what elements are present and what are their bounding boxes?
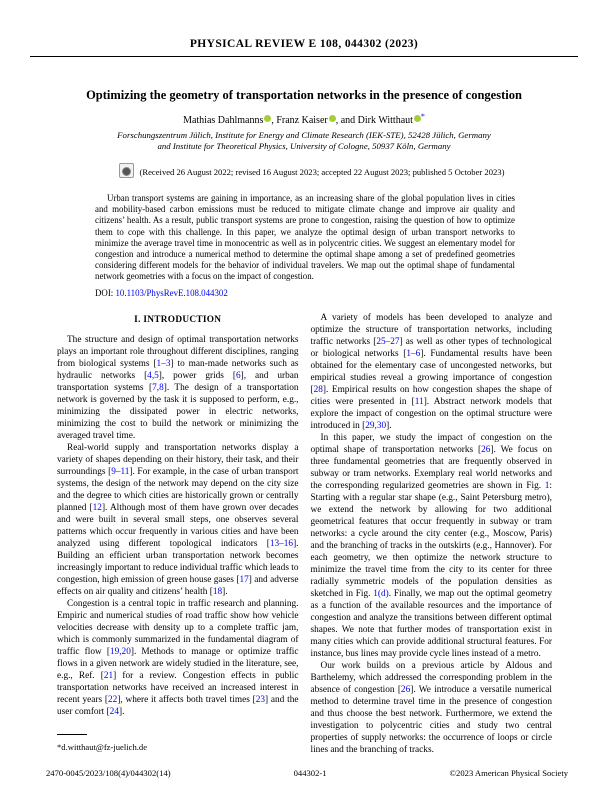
author-separator: , and xyxy=(335,115,358,126)
citation-link[interactable]: 4,5 xyxy=(147,371,159,381)
journal-header: PHYSICAL REVIEW E 108, 044302 (2023) xyxy=(189,38,419,50)
citation-link[interactable]: 28 xyxy=(313,385,323,395)
footnote-divider xyxy=(57,734,87,735)
affiliation-line: Forschungszentrum Jülich, Institute for Energy and Climate Research (IEK-STE), 52428 Jülich, Germany xyxy=(117,130,491,140)
paragraph: The structure and design of optimal transportation networks plays an important role throughout different disciplines, ranging from biological systems [1–3] to man-made networks such as hydraulic networks [4,5], power grids [6], and urban transportation systems [7,8]. The design of a transportation network is governed by the task it is supposed to perform, e.g., minimizing the dissipated power in electric networks, minimizing the cost to build the network or minimizing the averaged travel time. xyxy=(57,335,299,441)
page-footer xyxy=(46,768,568,778)
right-column xyxy=(311,312,553,756)
citation-link[interactable]: 17 xyxy=(239,575,249,585)
citation-link[interactable]: 26 xyxy=(481,445,491,455)
paragraph: Our work builds on a previous article by Aldous and Barthelemy, which addressed the corresponding problem in the absence of congestion [26]. We introduce a versatile numerical method to determine travel time in the presence of congestion and thus choose the best network. Furthermore, we extend the investigation to polycentric cities and study two central properties of supply networks: the occurrence of loops or circle lines and the branching of tracks. xyxy=(310,661,552,755)
orcid-icon[interactable] xyxy=(329,115,336,122)
paragraph: In this paper, we study the impact of congestion on the optimal shape of transportation networks [26]. We focus on three fundamental geometries that are frequently observed in subway or tram networks. Exemplary real world networks and the corresponding regularized geometries are shown in Fig. 1: Starting with a regular star shape (e.g., Saint Petersburg metro), we extend the network by allowing for two additional geometrical features that occur frequently in subway or tram networks: a cycle around the city center (e.g., Moscow, Paris) and the branching of tracks in the outskirts (e.g., Hannover). For each geometry, we then optimize the network structure to minimize the travel time from the city to its center for three radially symmetric models of the population densities as sketched in Fig. 1(d). Finally, we map out the optimal geometry as a function of the available resources and the importance of congestion and analyze the transitions between different optimal shapes. We note that further modes of transportation exist in many cities which can provide additional structural features. For instance, bus lines may provide cycle lines instead of a metro. xyxy=(310,433,552,659)
citation-link[interactable]: 19,20 xyxy=(109,647,131,657)
author-separator: , xyxy=(271,115,277,126)
citation-link[interactable]: 1–6 xyxy=(406,349,421,359)
paragraph: Real-world supply and transportation networks display a variety of shapes depending on their history, their task, and their surroundings [9–11]. For example, in the case of urban transport systems, the design of the network may depend on the city size and the degree to which cities are historically grown or centrally planned [12]. Although most of them have grown over decades and were built in several small steps, one observes several patterns which occur frequently in various cities and have been analyzed using different topological indicators [13–16]. Building an efficient urban transportation network becomes increasingly important to reduce individual traffic which leads to congestion, high emission of green house gases [17] and adverse effects on air quality and citizens’ health [18]. xyxy=(57,443,299,597)
history-text: (Received 26 August 2022; revised 16 August 2023; accepted 22 August 2023; published 5 October 2023) xyxy=(139,167,505,177)
section-heading-introduction: I. INTRODUCTION xyxy=(134,315,222,325)
citation-link[interactable]: 22 xyxy=(108,695,118,705)
page-title: Optimizing the geometry of transportation networks in the presence of congestion xyxy=(86,88,522,102)
copyright: ©2023 American Physical Society xyxy=(449,768,568,778)
citation-link[interactable]: 7,8 xyxy=(152,383,164,393)
affiliation-line: and Institute for Theoretical Physics, University of Cologne, 50937 Köln, Germany xyxy=(157,141,451,151)
citation-link[interactable]: 1–3 xyxy=(156,359,171,369)
citation-link[interactable]: 24 xyxy=(109,707,119,717)
corresponding-author-asterisk[interactable]: * xyxy=(420,112,425,121)
abstract: Urban transport systems are gaining in importance, as an increasing share of the global population lives in cities and mobility-based carbon emissions must be reduced to mitigate climate change and improve air quality and citizens’ health. As a result, public transport systems are prone to congestion, raising the question of how to optimize them to cope with this challenge. In this paper, we analyze the optimal design of urban transport networks to minimize the average travel time in monocentric as well as in polycentric cities. We suggest an elementary model for congestion and introduce a numerical method to determine the optimal shape among a set of predefined geometries considering different models for the behavior of individual travelers. We map out the optimal shape of fundamental network geometries with a focus on the impact of congestion. xyxy=(95,193,515,282)
citation-link[interactable]: 11 xyxy=(414,397,424,407)
orcid-icon[interactable] xyxy=(414,115,421,122)
citation-link[interactable]: 12 xyxy=(92,503,102,513)
citation-link[interactable]: 25–27 xyxy=(376,337,400,347)
citation-link[interactable]: 23 xyxy=(255,695,266,705)
issn-code: 2470-0045/2023/108(4)/044302(14) xyxy=(46,768,171,778)
two-column-body xyxy=(57,312,552,756)
page-number: 044302-1 xyxy=(293,768,327,778)
citation-link[interactable]: 18 xyxy=(212,587,223,597)
paragraph: Congestion is a central topic in traffic research and planning. Empiric and numerical studies of road traffic show how vehicle velocities decrease with density up to a complete traffic jam, which is commonly summarized in the fundamental diagram of traffic flow [19,20]. Methods to manage or optimize traffic flows in a given network are widely studied in the literature, see, e.g., Ref. [21] for a review. Congestion effects in public transportation networks have received an increased interest in recent years [22], where it affects both travel times [23] and the user comfort [24]. xyxy=(57,599,299,717)
citation-link[interactable]: 9–11 xyxy=(111,467,130,477)
article-history xyxy=(95,163,528,178)
citation-link[interactable]: 6 xyxy=(235,371,241,381)
author-name: Mathias Dahlmanns xyxy=(183,115,264,126)
author-name: Dirk Witthaut xyxy=(357,115,413,126)
doi-label: DOI: xyxy=(95,288,114,298)
corresponding-author-email[interactable]: *d.witthaut@fz-juelich.de xyxy=(57,742,148,752)
figure-link[interactable]: 1 xyxy=(544,481,550,491)
header-divider xyxy=(30,56,578,57)
author-name: Franz Kaiser xyxy=(276,115,328,126)
doi-link[interactable]: 10.1103/PhysRevE.108.044302 xyxy=(115,288,228,298)
crossmark-icon[interactable] xyxy=(119,163,134,178)
citation-link[interactable]: 13–16 xyxy=(269,539,294,549)
figure-link[interactable]: 1(d) xyxy=(373,589,389,599)
doi-line xyxy=(95,288,228,298)
author-line xyxy=(40,112,568,126)
citation-link[interactable]: 29,30 xyxy=(365,421,387,431)
citation-link[interactable]: 26 xyxy=(400,685,411,695)
left-column xyxy=(57,312,299,756)
citation-link[interactable]: 21 xyxy=(103,671,114,681)
paragraph: A variety of models has been developed to analyze and optimize the structure of transportation networks, including traffic networks [25–27] as well as other types of technological or biological networks [1–6]. Fundamental results have been obtained for the elementary case of uncongested networks, but empirical studies reveal a growing importance of congestion [28]. Empirical results on how congestion shapes the shape of cities were presented in [11]. Abstract network models that explore the impact of congestion on the optimal structure were introduced in [29,30]. xyxy=(310,313,552,431)
